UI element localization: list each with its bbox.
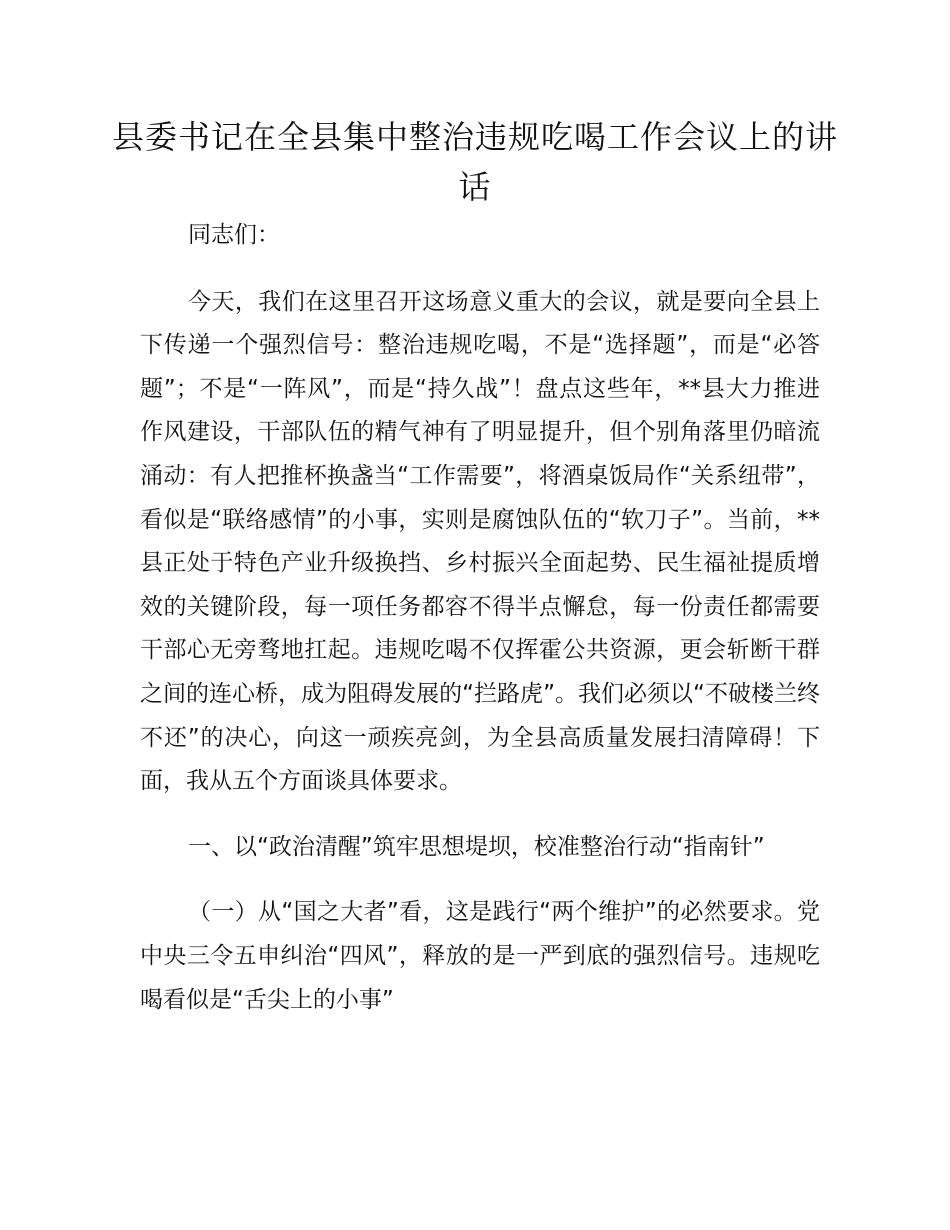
section-heading-1: 一、以“政治清醒”筑牢思想堤坝，校准整治行动“指南针” (188, 833, 765, 860)
document-body (140, 214, 820, 1044)
subsection-1-1: （一）从“国之大者”看，这是践行“两个维护”的必然要求。党中央三令五申纠治“四风”，释放的是一严到底的强烈信号。违规吃喝看似是“舌尖上的小事” (140, 899, 820, 1013)
paragraph-intro: 今天，我们在这里召开这场意义重大的会议，就是要向全县上下传递一个强烈信号：整治违规吃喝，不是“选择题”，而是“必答题”；不是“一阵风”，而是“持久战”！盘点这些年，**县大力推进作风建设，干部队伍的精气神有了明显提升，但个别角落里仍暗流涌动：有人把推杯换盏当“工作需要”，将酒桌饭局作“关系纽带”，看似是“联络感情”的小事，实则是腐蚀队伍的“软刀子”。当前，**县正处于特色产业升级换挡、乡村振兴全面起势、民生福祉提质增效的关键阶段，每一项任务都容不得半点懈怠，每一份责任都需要干部心无旁骛地扛起。违规吃喝不仅挥霍公共资源，更会斩断干群之间的连心桥，成为阻碍发展的“拦路虎”。我们必须以“不破楼兰终不还”的决心，向这一顽疾亮剑，为全县高质量发展扫清障碍！下面，我从五个方面谈具体要求。 (140, 288, 820, 795)
salutation: 同志们： (188, 222, 280, 248)
document-title: 县委书记在全县集中整治违规吃喝工作会议上的讲话 (111, 118, 838, 206)
